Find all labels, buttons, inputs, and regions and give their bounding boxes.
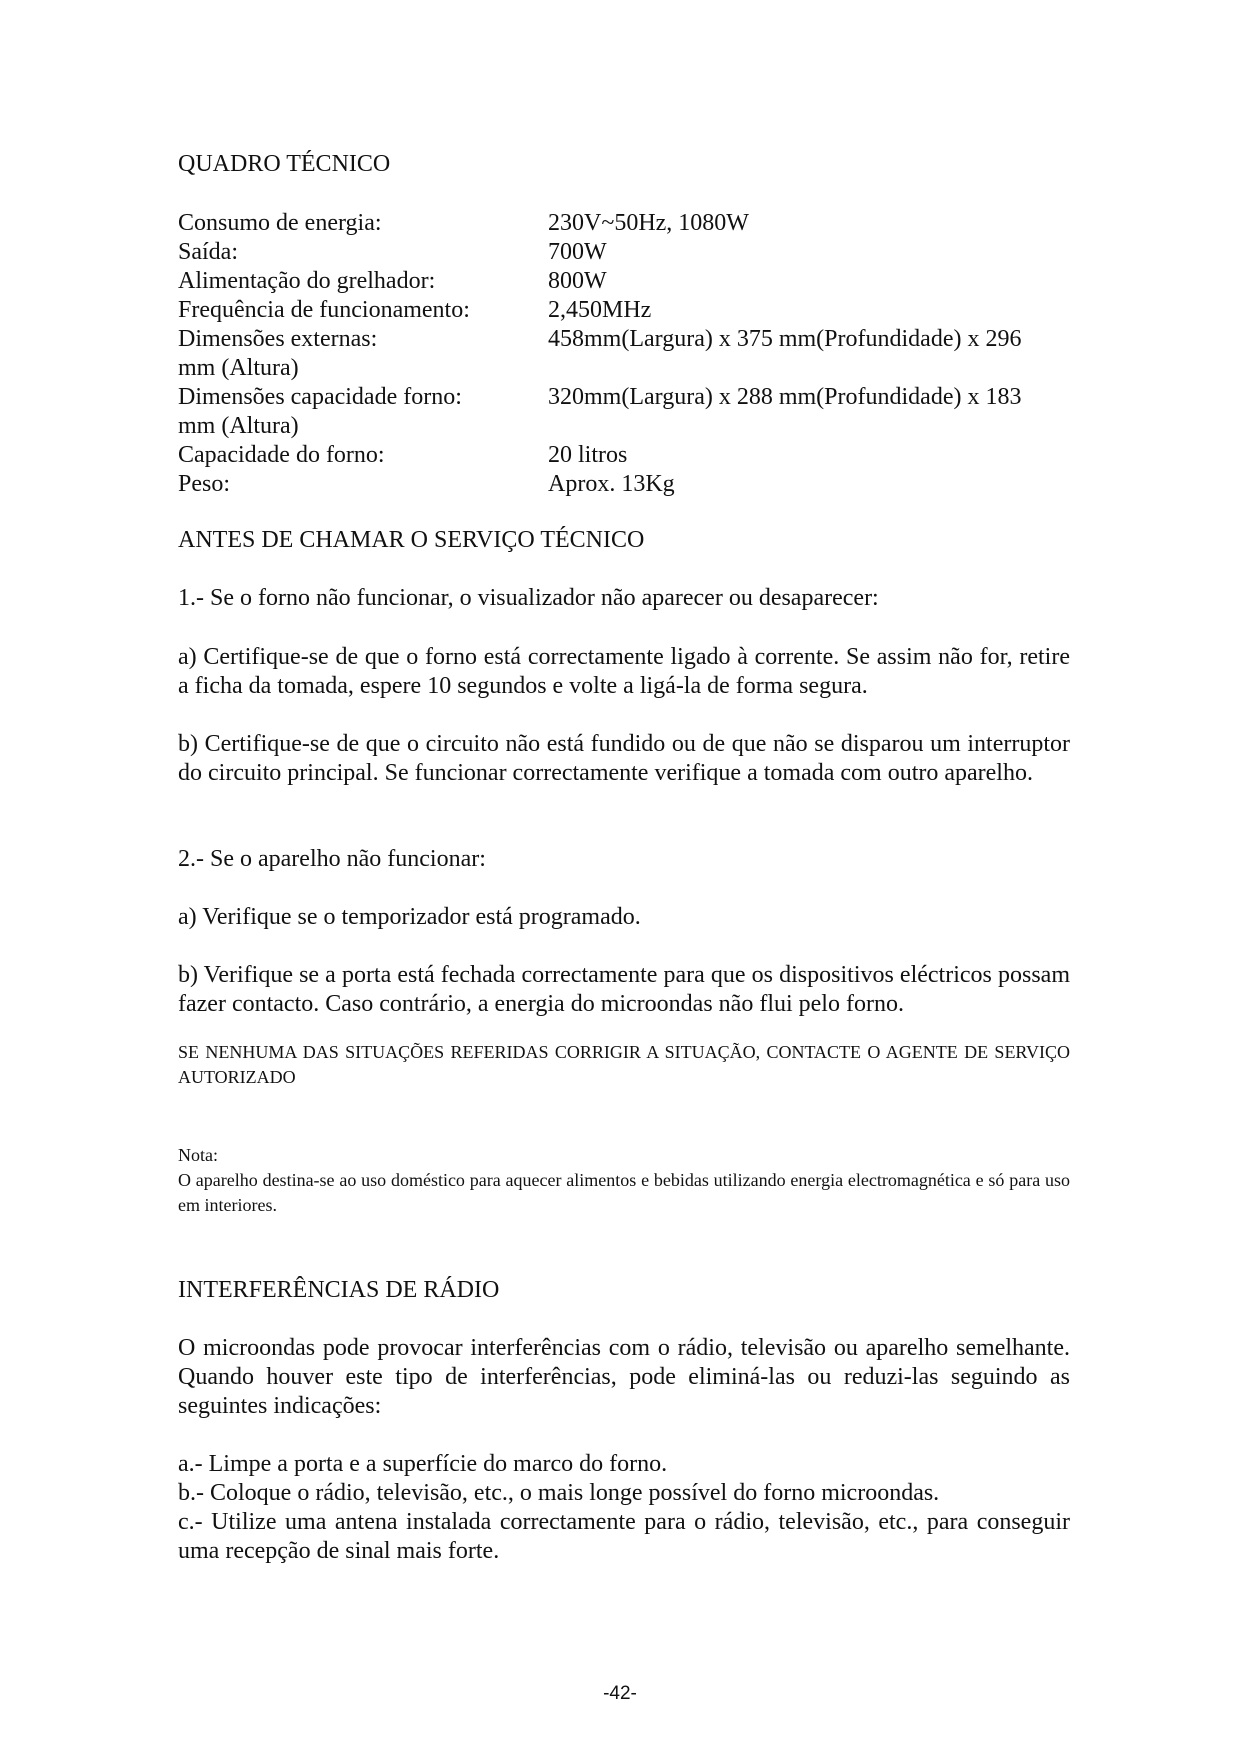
spec-label: Consumo de energia: bbox=[178, 210, 382, 236]
spec-value: 800W bbox=[548, 268, 607, 294]
spec-label: Saída: bbox=[178, 239, 238, 265]
service-heading: ANTES DE CHAMAR O SERVIÇO TÉCNICO bbox=[178, 527, 645, 553]
spec-label: Dimensões capacidade forno: bbox=[178, 384, 462, 410]
radio-item-b: b.- Coloque o rádio, televisão, etc., o mais longe possível do forno microondas. bbox=[178, 1480, 940, 1506]
spec-value: 700W bbox=[548, 239, 607, 265]
spec-value: 320mm(Largura) x 288 mm(Profundidade) x 183 bbox=[548, 384, 1022, 410]
service-item-1: 1.- Se o forno não funcionar, o visualizador não aparecer ou desaparecer: bbox=[178, 585, 879, 611]
service-warning: SE NENHUMA DAS SITUAÇÕES REFERIDAS CORRIGIR A SITUAÇÃO, CONTACTE O AGENTE DE SERVIÇO AUTORIZADO bbox=[178, 1042, 1070, 1087]
spec-label: Alimentação do grelhador: bbox=[178, 268, 436, 294]
spec-continuation: mm (Altura) bbox=[178, 355, 299, 381]
technical-heading: QUADRO TÉCNICO bbox=[178, 151, 391, 177]
note-text: O aparelho destina-se ao uso doméstico para aquecer alimentos e bebidas utilizando energia electromagnética e só para uso em interiores. bbox=[178, 1170, 1070, 1215]
spec-label: Dimensões externas: bbox=[178, 326, 378, 352]
spec-value: 458mm(Largura) x 375 mm(Profundidade) x 296 bbox=[548, 326, 1022, 352]
service-item-2a: a) Verifique se o temporizador está programado. bbox=[178, 904, 641, 930]
spec-value: 230V~50Hz, 1080W bbox=[548, 210, 749, 236]
service-item-1a: a) Certifique-se de que o forno está correctamente ligado à corrente. Se assim não for, retire a ficha da tomada, espere 10 segundos e volte a ligá-la de forma segura. bbox=[178, 644, 1070, 699]
radio-heading: INTERFERÊNCIAS DE RÁDIO bbox=[178, 1277, 500, 1303]
radio-item-c: c.- Utilize uma antena instalada correctamente para o rádio, televisão, etc., para conseguir uma recepção de sinal mais forte. bbox=[178, 1509, 1070, 1564]
spec-value: Aprox. 13Kg bbox=[548, 471, 675, 497]
spec-value: 20 litros bbox=[548, 442, 628, 468]
radio-item-a: a.- Limpe a porta e a superfície do marco do forno. bbox=[178, 1451, 668, 1477]
page-number: -42- bbox=[603, 1683, 637, 1704]
service-item-2: 2.- Se o aparelho não funcionar: bbox=[178, 846, 486, 872]
spec-label: Frequência de funcionamento: bbox=[178, 297, 470, 323]
spec-label: Peso: bbox=[178, 471, 231, 497]
spec-value: 2,450MHz bbox=[548, 297, 652, 323]
radio-intro: O microondas pode provocar interferências com o rádio, televisão ou aparelho semelhante. Quando houver este tipo de interferências, pode eliminá-las ou reduzi-las seguindo as seguintes indicações: bbox=[178, 1335, 1070, 1419]
note-label: Nota: bbox=[178, 1145, 218, 1165]
service-item-1b: b) Certifique-se de que o circuito não está fundido ou de que não se disparou um interruptor do circuito principal. Se funcionar correctamente verifique a tomada com outro aparelho. bbox=[178, 731, 1070, 786]
spec-label: Capacidade do forno: bbox=[178, 442, 385, 468]
service-item-2b: b) Verifique se a porta está fechada correctamente para que os dispositivos eléctricos possam fazer contacto. Caso contrário, a energia do microondas não flui pelo forno. bbox=[178, 962, 1070, 1017]
spec-continuation: mm (Altura) bbox=[178, 413, 299, 439]
